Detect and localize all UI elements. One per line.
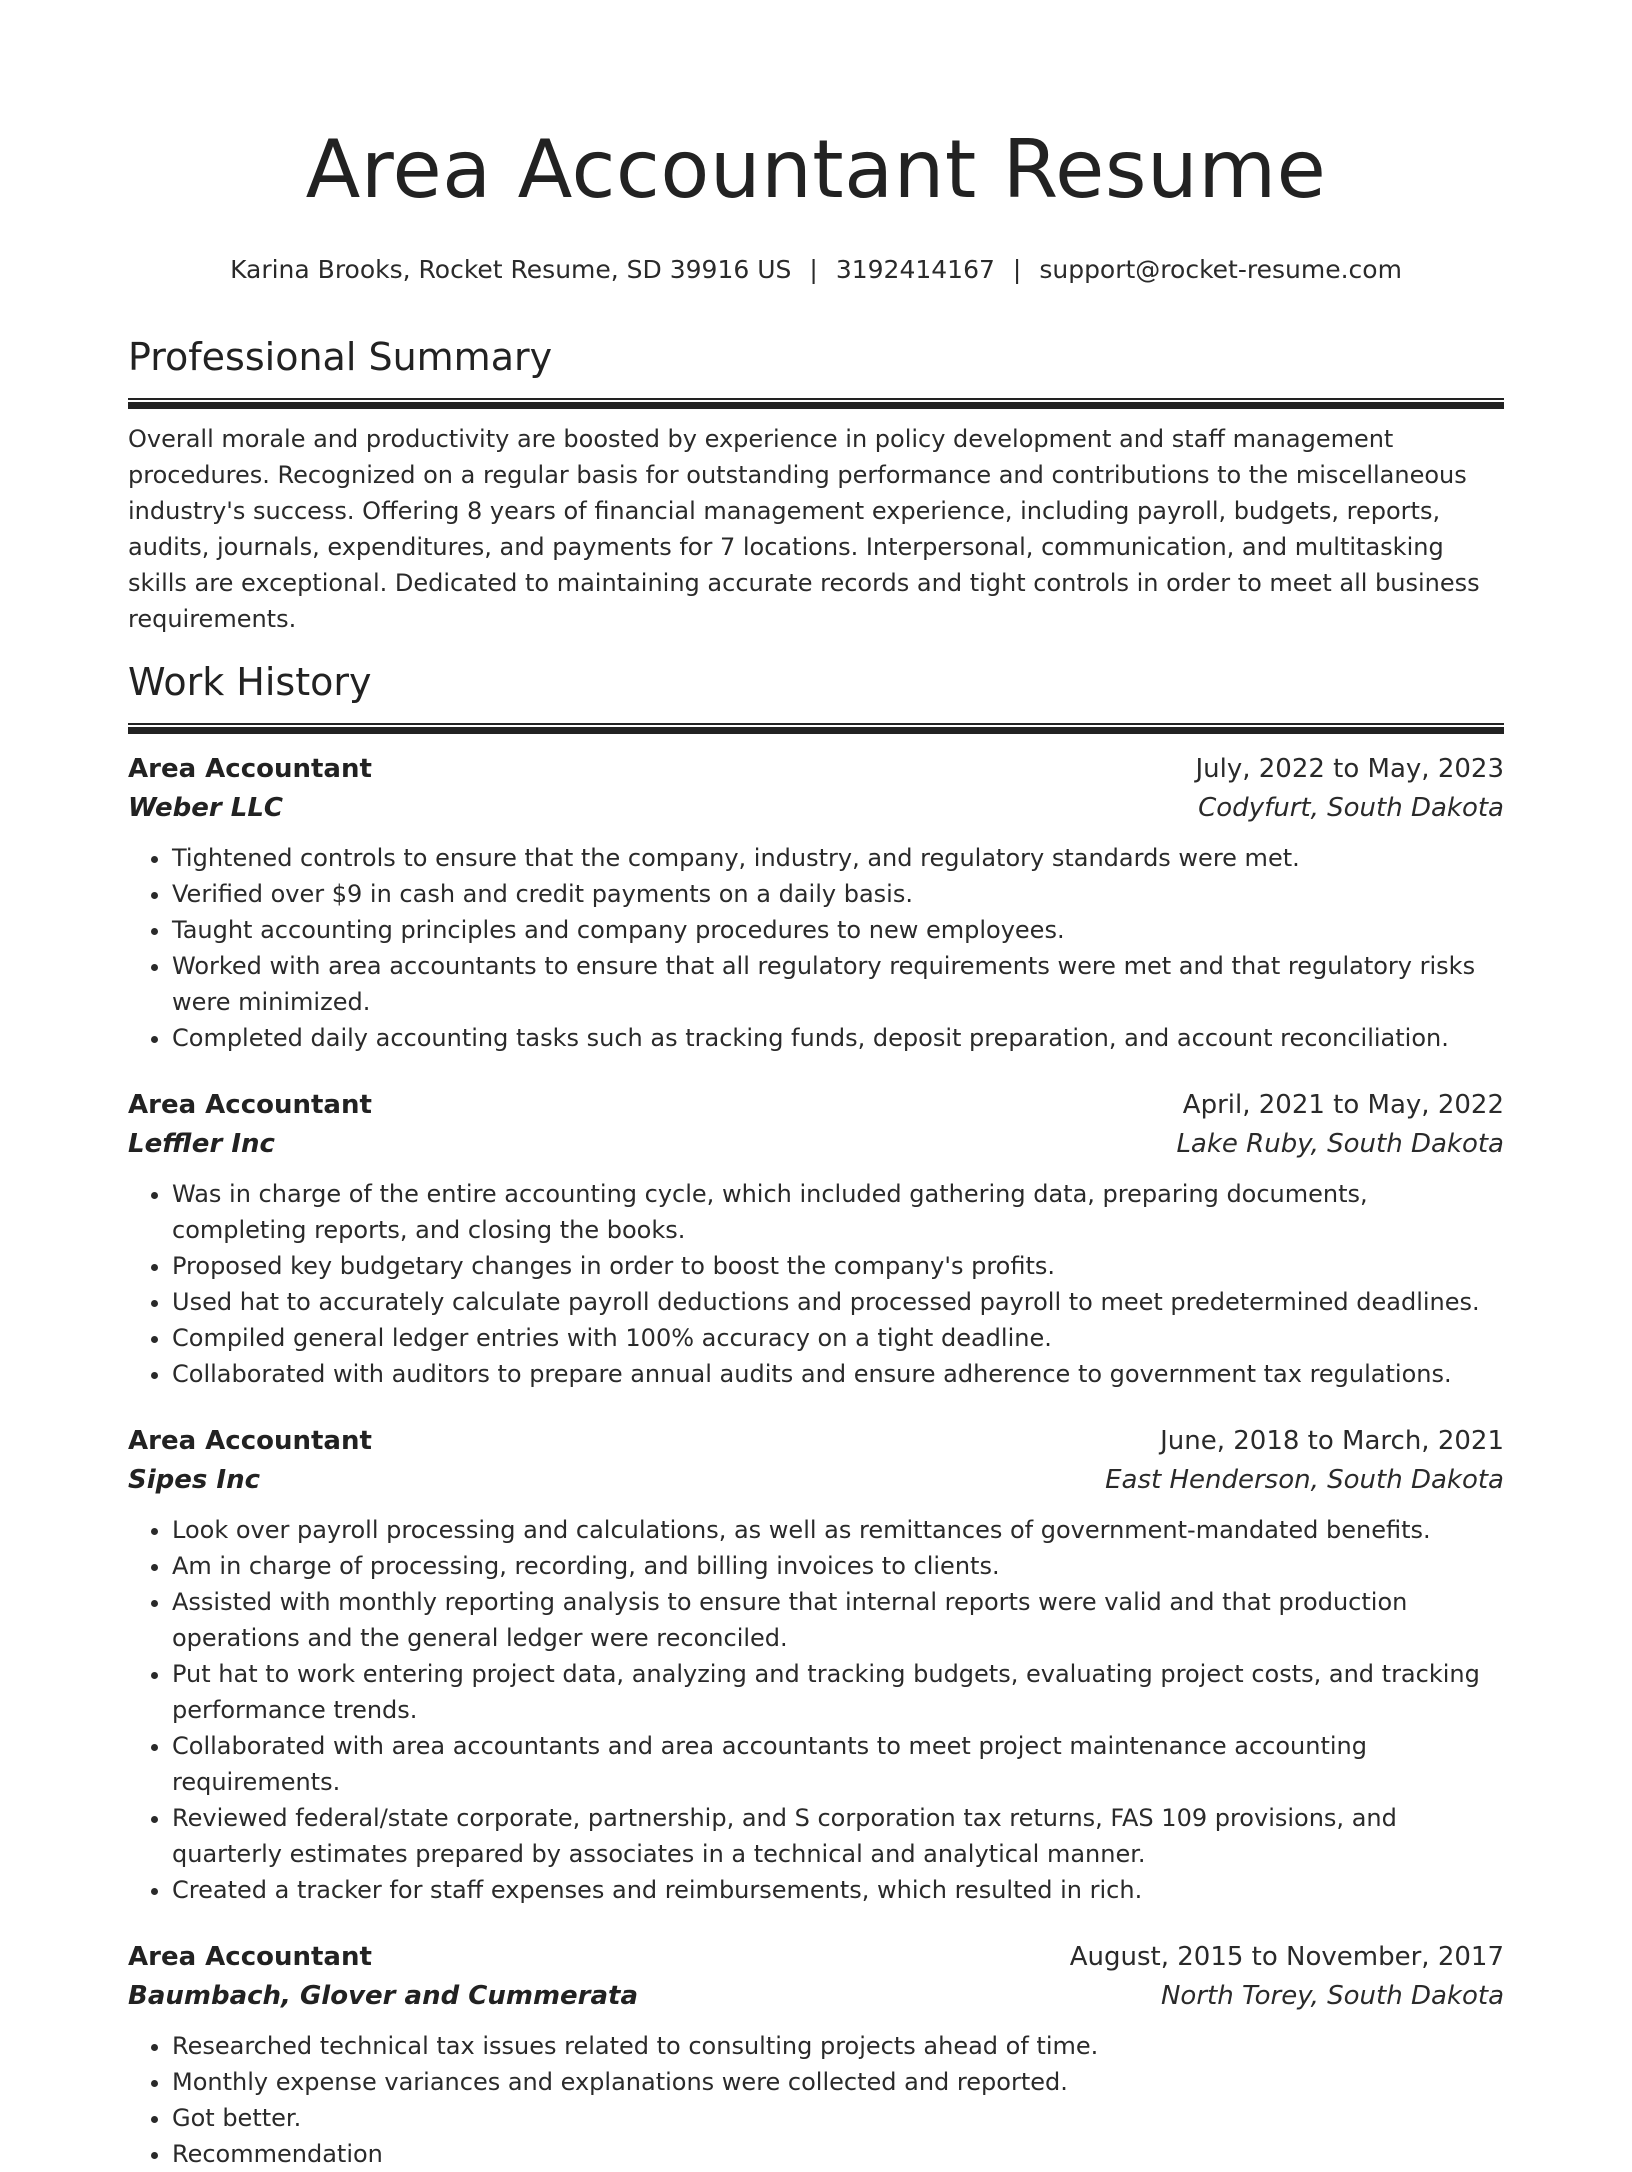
job-header-row <box>128 1938 1504 1976</box>
job-title: Area Accountant <box>128 754 372 784</box>
section-heading-work-history: Work History <box>128 660 372 704</box>
contact-line <box>128 252 1504 288</box>
job-header-row <box>128 1422 1504 1460</box>
job-location: East Henderson, South Dakota <box>1105 1465 1504 1495</box>
contact-phone: 3192414167 <box>835 255 995 284</box>
job-bullet: • Put hat to work entering project data, analyzing and tracking budgets, evaluating project costs, and tracking performance trends. <box>172 1656 1504 1728</box>
job-bullet: • Collaborated with auditors to prepare annual audits and ensure adherence to government tax regulations. <box>172 1356 1504 1392</box>
job-bullet: • Was in charge of the entire accounting cycle, which included gathering data, preparing documents, completing reports, and closing the books. <box>172 1176 1504 1248</box>
job-bullet: • Proposed key budgetary changes in order to boost the company's profits. <box>172 1248 1504 1284</box>
section-divider <box>128 723 1504 734</box>
resume-page <box>128 0 1504 2172</box>
job-bullet: • Completed daily accounting tasks such as tracking funds, deposit preparation, and account reconciliation. <box>172 1020 1504 1056</box>
job-bullet-list <box>128 1512 1504 1908</box>
job-company-row <box>128 1976 1504 2016</box>
job-title: Area Accountant <box>128 1942 372 1972</box>
job-bullet: • Look over payroll processing and calculations, as well as remittances of government-mandated benefits. <box>172 1512 1504 1548</box>
job-bullet: • Worked with area accountants to ensure that all regulatory requirements were met and that regulatory risks were minimized. <box>172 948 1504 1020</box>
job-dates: June, 2018 to March, 2021 <box>1160 1426 1504 1456</box>
job-title: Area Accountant <box>128 1426 372 1456</box>
job-bullet: • Recommendation <box>172 2136 1504 2172</box>
section-divider <box>128 398 1504 409</box>
job-bullet: • Monthly expense variances and explanations were collected and reported. <box>172 2064 1504 2100</box>
job-company: Sipes Inc <box>128 1465 261 1495</box>
job-company-row <box>128 1124 1504 1164</box>
job-bullet-list <box>128 2028 1504 2172</box>
section-heading-summary: Professional Summary <box>128 335 553 379</box>
job-company: Weber LLC <box>128 793 283 823</box>
contact-address: Karina Brooks, Rocket Resume, SD 39916 US <box>230 255 792 284</box>
job-bullet-list <box>128 840 1504 1056</box>
professional-summary-section <box>128 332 1504 637</box>
job-company: Baumbach, Glover and Cummerata <box>128 1981 639 2011</box>
job-entry <box>128 1086 1504 1392</box>
job-entry <box>128 1422 1504 1908</box>
job-bullet: • Collaborated with area accountants and area accountants to meet project maintenance accounting requirements. <box>172 1728 1504 1800</box>
job-entry <box>128 750 1504 1056</box>
job-header-row <box>128 1086 1504 1124</box>
job-bullet: • Used hat to accurately calculate payroll deductions and processed payroll to meet predetermined deadlines. <box>172 1284 1504 1320</box>
job-bullet: • Reviewed federal/state corporate, partnership, and S corporation tax returns, FAS 109 provisions, and quarterly estimates prepared by associates in a technical and analytical manner. <box>172 1800 1504 1872</box>
job-bullet: • Am in charge of processing, recording, and billing invoices to clients. <box>172 1548 1504 1584</box>
job-bullet: • Assisted with monthly reporting analysis to ensure that internal reports were valid and that production operations and the general ledger were reconciled. <box>172 1584 1504 1656</box>
job-bullet: • Compiled general ledger entries with 100% accuracy on a tight deadline. <box>172 1320 1504 1356</box>
job-bullet: • Tightened controls to ensure that the company, industry, and regulatory standards were met. <box>172 840 1504 876</box>
contact-email: support@rocket-resume.com <box>1039 255 1402 284</box>
job-title: Area Accountant <box>128 1090 372 1120</box>
job-bullet: • Got better. <box>172 2100 1504 2136</box>
job-company-row <box>128 788 1504 828</box>
job-company: Leffler Inc <box>128 1129 275 1159</box>
job-dates: July, 2022 to May, 2023 <box>1195 754 1504 784</box>
resume-title: Area Accountant Resume <box>305 123 1327 216</box>
job-bullet: • Researched technical tax issues related to consulting projects ahead of time. <box>172 2028 1504 2064</box>
contact-separator: | <box>1012 255 1022 284</box>
job-bullet: • Created a tracker for staff expenses and reimbursements, which resulted in rich. <box>172 1872 1504 1908</box>
job-dates: April, 2021 to May, 2022 <box>1182 1090 1504 1120</box>
job-location: Lake Ruby, South Dakota <box>1176 1129 1504 1159</box>
job-bullet: • Taught accounting principles and company procedures to new employees. <box>172 912 1504 948</box>
job-dates: August, 2015 to November, 2017 <box>1069 1942 1504 1972</box>
job-bullet: • Verified over $9 in cash and credit payments on a daily basis. <box>172 876 1504 912</box>
job-bullet-list <box>128 1176 1504 1392</box>
job-entry <box>128 1938 1504 2172</box>
job-location: Codyfurt, South Dakota <box>1198 793 1504 823</box>
job-header-row <box>128 750 1504 788</box>
job-location: North Torey, South Dakota <box>1160 1981 1504 2011</box>
job-company-row <box>128 1460 1504 1500</box>
work-history-section <box>128 657 1504 2172</box>
summary-text: Overall morale and productivity are boosted by experience in policy development and staff management procedures. Recognized on a regular basis for outstanding performance and contributions to the miscellaneous industry's success. Offering 8 years of financial management experience, including payroll, budgets, reports, audits, journals, expenditures, and payments for 7 locations. Interpersonal, communication, and multitasking skills are exceptional. Dedicated to maintaining accurate records and tight controls in order to meet all business requirements. <box>128 425 1480 633</box>
contact-separator: | <box>809 255 818 284</box>
